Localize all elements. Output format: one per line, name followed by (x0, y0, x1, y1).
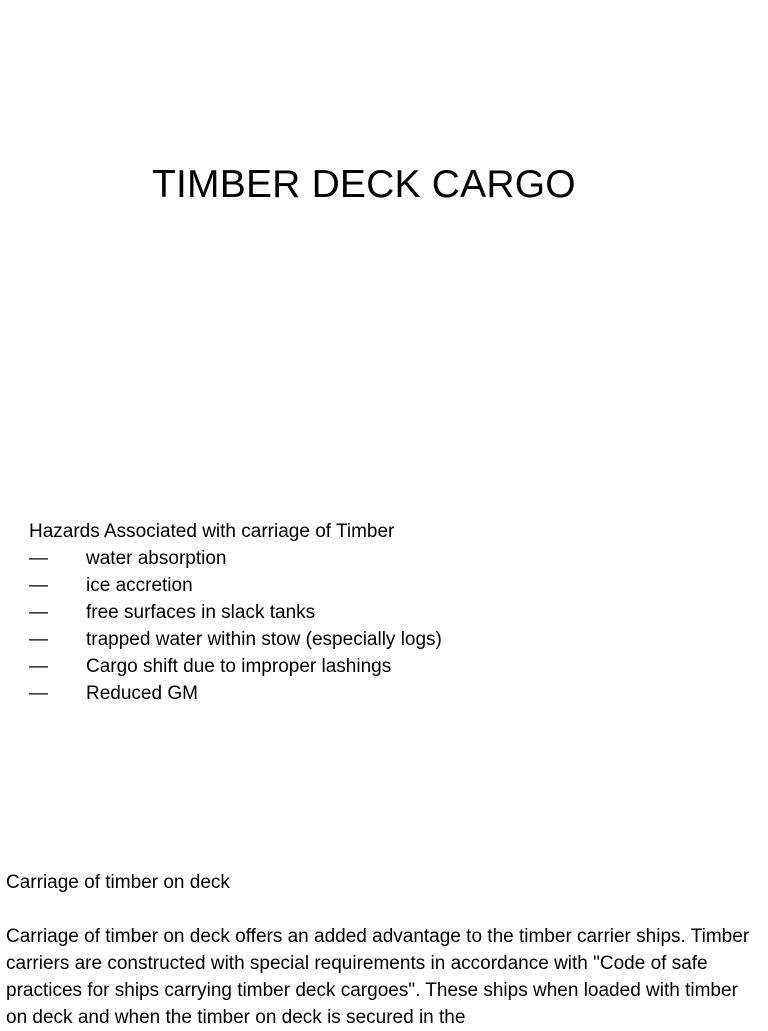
list-item (29, 626, 729, 653)
hazards-heading: Hazards Associated with carriage of Timber (29, 521, 395, 542)
hazard-text: trapped water within stow (especially logs) (86, 629, 442, 650)
carriage-paragraph: Carriage of timber on deck offers an added advantage to the timber carrier ships. Timber carriers are constructed with special requirements in accordance with "Code of safe practices for ships carrying timber deck cargoes". These ships when loaded with timber on deck and when the timber on deck is secured in the (6, 926, 750, 1028)
dash-bullet: — (29, 602, 48, 623)
dash-bullet: — (29, 548, 48, 569)
list-item (29, 599, 729, 626)
dash-bullet: — (29, 656, 48, 677)
carriage-heading: Carriage of timber on deck (6, 872, 230, 893)
hazards-section (29, 518, 729, 707)
dash-bullet: — (29, 683, 48, 704)
hazard-text: ice accretion (86, 575, 193, 596)
hazard-list (29, 545, 729, 707)
list-item (29, 572, 729, 599)
hazard-text: Cargo shift due to improper lashings (86, 656, 392, 677)
hazard-text: water absorption (86, 548, 227, 569)
dash-bullet: — (29, 629, 48, 650)
list-item (29, 653, 729, 680)
hazard-text: Reduced GM (86, 683, 198, 704)
list-item (29, 545, 729, 572)
dash-bullet: — (29, 575, 48, 596)
hazard-text: free surfaces in slack tanks (86, 602, 316, 623)
list-item (29, 680, 729, 707)
page-title: TIMBER DECK CARGO (152, 163, 576, 206)
